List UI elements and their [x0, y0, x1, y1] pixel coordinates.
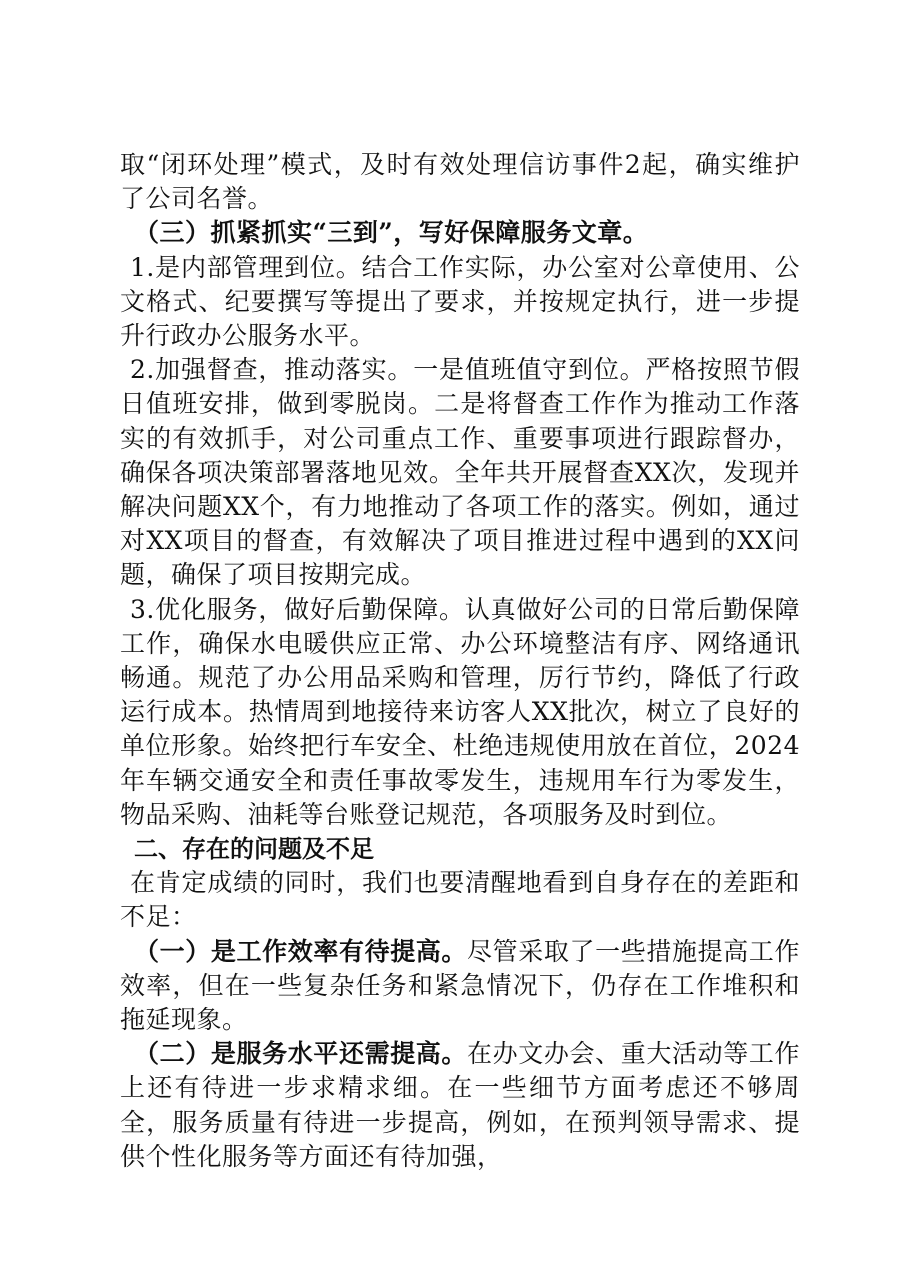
service-level-text: 在办文办会、重大活动等工作上还有待进一步求精求细。在一些细节方面考虑还不够周全，服务质量有待进一步提高，例如，在预判领导需求、提供个性化服务等方面还有待加强， [120, 1039, 800, 1171]
efficiency-lead: （一）是工作效率有待提高。 [134, 936, 468, 966]
efficiency-text: 尽管采取了一些措施提高工作效率，但在一些复杂任务和紧急情况下，仍存在工作堆积和拖延现象。 [120, 936, 800, 1035]
paragraph-efficiency [120, 935, 800, 1038]
paragraph-internal-management: 1.是内部管理到位。结合工作实际，办公室对公章使用、公文格式、纪要撰写等提出了要求，并按规定执行，进一步提升行政办公服务水平。 [120, 252, 800, 351]
section-heading-problems: 二、存在的问题及不足 [134, 835, 374, 864]
paragraph-supervision: 2.加强督查，推动落实。一是值班值守到位。严格按照节假日值班安排，做到零脱岗。二是将督查工作作为推动工作落实的有效抓手，对公司重点工作、重要事项进行跟踪督办，确保各项决策部署落地见效。全年共开展督查XX次，发现并解决问题XX个，有力地推动了各项工作的落实。例如，通过对XX项目的督查，有效解决了项目推进过程中遇到的XX问题，确保了项目按期完成。 [120, 355, 800, 590]
paragraph-service-level [120, 1037, 800, 1174]
document-body [120, 148, 800, 1174]
paragraph-closed-loop: 取“闭环处理”模式，及时有效处理信访事件2起，确实维护了公司名誉。 [120, 150, 800, 214]
paragraph-problems-intro: 在肯定成绩的同时，我们也要清醒地看到自身存在的差距和不足： [120, 868, 800, 932]
service-level-lead: （二）是服务水平还需提高。 [134, 1039, 468, 1069]
subheading-three-in-place: （三）抓紧抓实“三到”，写好保障服务文章。 [134, 218, 649, 248]
paragraph-logistics: 3.优化服务，做好后勤保障。认真做好公司的日常后勤保障工作，确保水电暖供应正常、办公环境整洁有序、网络通讯畅通。规范了办公用品采购和管理，厉行节约，降低了行政运行成本。热情周到地接待来访客人XX批次，树立了良好的单位形象。始终把行车安全、杜绝违规使用放在首位，2024年车辆交通安全和责任事故零发生，违规用车行为零发生，物品采购、油耗等台账登记规范，各项服务及时到位。 [120, 594, 800, 829]
